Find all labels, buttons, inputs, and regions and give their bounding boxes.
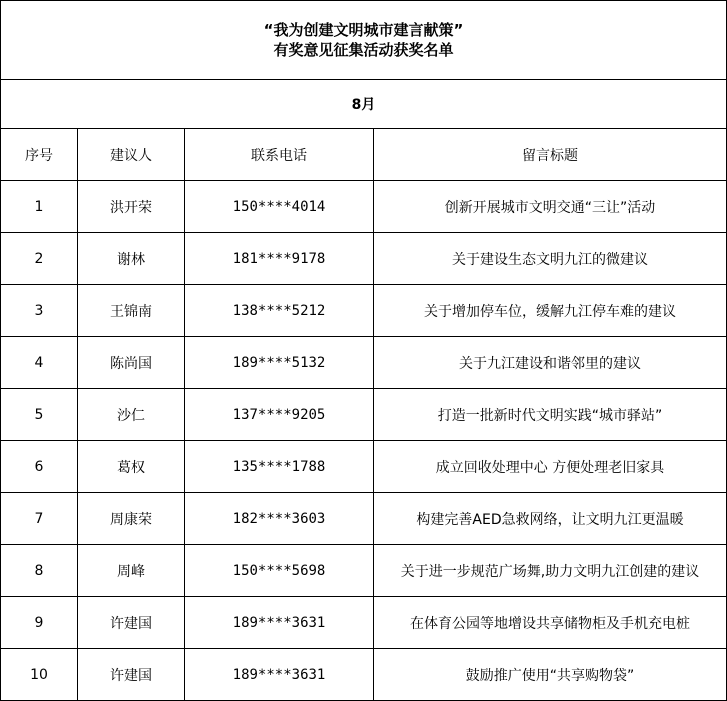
row-phone: 150****4014 bbox=[185, 181, 374, 233]
row-proposer: 许建国 bbox=[78, 597, 185, 649]
row-index: 6 bbox=[1, 441, 78, 493]
table-row bbox=[1, 493, 727, 545]
table-row bbox=[1, 285, 727, 337]
row-phone: 138****5212 bbox=[185, 285, 374, 337]
table-row bbox=[1, 441, 727, 493]
row-index: 3 bbox=[1, 285, 78, 337]
row-proposer: 洪开荣 bbox=[78, 181, 185, 233]
row-index: 10 bbox=[1, 649, 78, 701]
header-phone: 联系电话 bbox=[185, 129, 374, 181]
row-index: 7 bbox=[1, 493, 78, 545]
row-proposer: 周峰 bbox=[78, 545, 185, 597]
header-row bbox=[1, 129, 727, 181]
row-proposer: 许建国 bbox=[78, 649, 185, 701]
row-proposer: 王锦南 bbox=[78, 285, 185, 337]
row-proposer: 陈尚国 bbox=[78, 337, 185, 389]
title-line-2: 有奖意见征集活动获奖名单 bbox=[273, 41, 454, 59]
row-phone: 189****3631 bbox=[185, 649, 374, 701]
table-row bbox=[1, 233, 727, 285]
row-subject: 构建完善AED急救网络，让文明九江更温暖 bbox=[374, 493, 727, 545]
month-row bbox=[1, 80, 727, 129]
row-phone: 150****5698 bbox=[185, 545, 374, 597]
row-subject: 鼓励推广使用“共享购物袋” bbox=[374, 649, 727, 701]
row-subject: 打造一批新时代文明实践“城市驿站” bbox=[374, 389, 727, 441]
header-subject: 留言标题 bbox=[374, 129, 727, 181]
table-row bbox=[1, 389, 727, 441]
month-label: 8月 bbox=[1, 80, 727, 129]
row-proposer: 谢林 bbox=[78, 233, 185, 285]
row-index: 4 bbox=[1, 337, 78, 389]
row-index: 8 bbox=[1, 545, 78, 597]
row-index: 1 bbox=[1, 181, 78, 233]
row-proposer: 沙仁 bbox=[78, 389, 185, 441]
table-title bbox=[1, 1, 727, 80]
title-row bbox=[1, 1, 727, 80]
row-phone: 137****9205 bbox=[185, 389, 374, 441]
row-phone: 189****5132 bbox=[185, 337, 374, 389]
row-proposer: 葛权 bbox=[78, 441, 185, 493]
row-index: 9 bbox=[1, 597, 78, 649]
row-phone: 181****9178 bbox=[185, 233, 374, 285]
title-line-1: “我为创建文明城市建言献策” bbox=[263, 21, 464, 39]
table-row bbox=[1, 337, 727, 389]
header-index: 序号 bbox=[1, 129, 78, 181]
row-index: 2 bbox=[1, 233, 78, 285]
table-row bbox=[1, 545, 727, 597]
row-phone: 182****3603 bbox=[185, 493, 374, 545]
row-subject: 在体育公园等地增设共享储物柜及手机充电桩 bbox=[374, 597, 727, 649]
row-subject: 创新开展城市文明交通“三让”活动 bbox=[374, 181, 727, 233]
row-index: 5 bbox=[1, 389, 78, 441]
table-row bbox=[1, 649, 727, 701]
row-phone: 135****1788 bbox=[185, 441, 374, 493]
row-subject: 成立回收处理中心 方便处理老旧家具 bbox=[374, 441, 727, 493]
row-phone: 189****3631 bbox=[185, 597, 374, 649]
row-subject: 关于增加停车位，缓解九江停车难的建议 bbox=[374, 285, 727, 337]
row-proposer: 周康荣 bbox=[78, 493, 185, 545]
header-proposer: 建议人 bbox=[78, 129, 185, 181]
table-row bbox=[1, 181, 727, 233]
row-subject: 关于建设生态文明九江的微建议 bbox=[374, 233, 727, 285]
row-subject: 关于进一步规范广场舞,助力文明九江创建的建议 bbox=[374, 545, 727, 597]
table-row bbox=[1, 597, 727, 649]
row-subject: 关于九江建设和谐邻里的建议 bbox=[374, 337, 727, 389]
